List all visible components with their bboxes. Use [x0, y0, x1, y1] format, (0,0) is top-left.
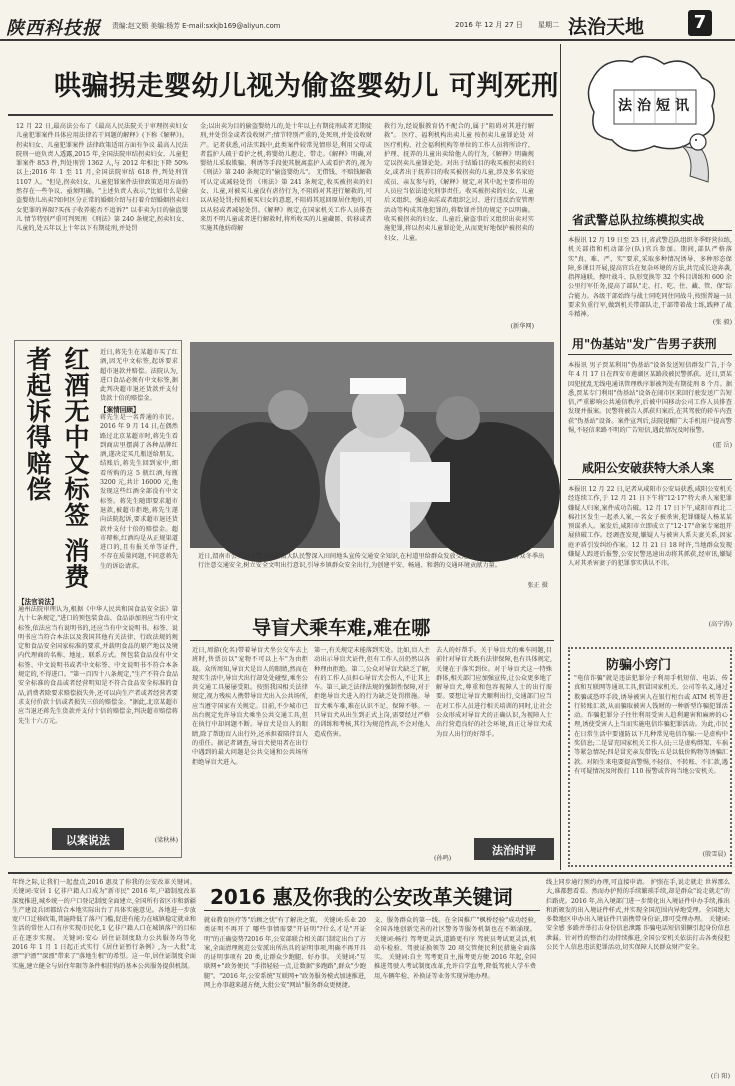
reform-column-1: 年终之际,让我们一起盘点,2016 惠及了你我的公安改革关键词。 关键词:安居 1 亿非户籍人口成为"新市民" 2016 年,户籍制度改革深度推进,城乡统一的户口登记制度全面建立,全国所有省区市和新疆生产建设兵团都结合本地实际出台了具体实施意见。各地进一步放宽户口迁移政策,普遍降低了落户门槛,促进有能力在城镇稳定就业和生活的常住人口有序实现市民化,1 亿非户籍人口在城镇落户的目标正在逐步实现。 关键词:安心 居住证制度助力公共服务均等化 2016 年 1 月 1 日起正式实行《居住证暂行条例》,为一大批"北漂""沪漂""深漂"带来了"落地生根"的希望。这一年,居住证制度全面实施,建立健全与居住年限等条件相挂钩的基本公共服务提供机制。 — [12, 879, 196, 970]
guide-dog-rule — [190, 640, 554, 641]
brief-3-rule — [568, 479, 732, 480]
cartoon-illustration — [584, 50, 726, 190]
brief-3-title: 咸阳公安破获特大杀人案 — [582, 461, 715, 475]
reform-column-4: 线上同步通行预约办理,可直接申请。 护照在手,说走就走 世界那么大,谁都想看看。然而办护照的手续繁琐手续,却是群众"说走就走"的拦路虎。2016 年,出入境部门进一步简化出入境证件申办手续,推出和新颁发的出入境证件样式,并实现全国范围内异地受理。全国绝大多数地区申办出入境证件只需携带身份证,即可受理办理。 关键词:安全感 多路并举打击身份信息泄露 诈骗电话短信猖獗引起身份信息泄漏。针对性的整治行动持续推进,全国公安机关依法打击各类侵犯公民个人信息违法犯罪活动,切实保障人民群众财产安全。 — [546, 879, 730, 952]
reform-column-2: 就业教育医疗等"后顾之忧"有了解决之策。 关键词:乐业 20 类证明不再开了 哪些事情需要"开证明"?什么才是"开证明"的正确姿势?2016 年,公安部联合相关部门制定出台了方案,全面清理规范公安派出所出具的证明事项,明确不再开具的证明事项有 20 类,让群众少跑腿、好办事。 关键词:"互联网+"政务便民 "手指轻轻一点,让数据"多跑路",群众"少跑腿"。"2016 年,公安系统"互联网+"政务服务模式加速推进,网上办事越来越方便,大批公安"网站"服务群众更便捷。 — [204, 917, 366, 990]
lead-column-3: 救行为,经说服教育仍不配合的,属于"阻碍对其进行解救"。 医疗、福利机构出卖儿童 按拐卖儿童罪论处 对医疗机构、社会福利机构等单位的工作人员将所诊疗、护理、抚养的儿童出卖给他人的行为,《解释》明确规定以拐卖儿童罪论处。对出于结婚目的收买被拐卖的妇女,或者出于抚养目的收买被拐卖的儿童,涉及多名家庭成员、亲友参与的,《解释》规定,对其中起主要作用的人员应当依法追究刑事责任。收买被拐卖的妇女、儿童后又组织、强迫卖淫或者组织乞讨、进行违反治安管理活动等构成其他犯罪的,将数罪并罚的规定予以明确。收买被拐卖的妇女、儿童后,偷盗事后又组织出卖对实施犯罪,将以拐卖儿童罪论处,从而更好地保护被拐卖的妇女、儿童。 — [384, 123, 534, 242]
wine-case-vertical-title: 红酒无中文标签 消费者起诉得赔偿 — [23, 346, 90, 590]
guide-dog-byline: (孙鸣) — [434, 855, 452, 862]
editor-info: 责编:赵文锁 美编:杨芳 E-mail:sxkjb169@aliyun.com — [112, 22, 281, 30]
brief-2-text: 本报讯 男子贾某利用"伪基站"设备发送短信群发广告,于今年 4 月 17 日在西安市莲湖区某路段被民警抓获。近日,贾某因犯扰乱无线电通讯管理秩序罪被判处有期徒刑 8 个月。据悉,贾某专门利用"伪基站"设备在闹市区来回行驶发送广告短信,严重影响公共通信秩序,后被中国移动公司工作人员排查发现并报案。民警将被告人抓获归案后,在其驾驶的轿车内查获"伪基站"设备。案件宣判后,法院提醒广大手机用户提高警惕,不轻信来路不明的广告短信,遇此情况及时报警。 — [568, 362, 732, 435]
issue-date: 2016 年 12 月 27 日 — [455, 21, 523, 29]
wine-case-intro: 近日,蒋先生在某超市买了红酒,因无中文标签,起诉要求超市退款并赔偿。法院认为,进口食品必须有中文标签,据此判决超市退还货款并支付货款十倍的赔偿金。 — [100, 349, 178, 403]
page-number: 7 — [693, 12, 707, 33]
reform-column-3: 支、服务群众的第一线。在全国推广"枫桥经验"成功经验,全国各地创新完善的社区警务等服务机制也在不断涌现。 关键词:畅行 驾考更灵活,道路更有序 驾驶员考试更灵活,机动车检验、驾驶证换领等 20 项交管便民利民措施全面落实。 关键词:自主 驾考更自主,报考更方便 2016 年起,全国推进驾驶人考试制度改革,允许自学直考,降低驾驶人学车费用,车辆年检、补换证等业务实现异地办理。 — [374, 917, 536, 980]
brief-2-byline: (霍 岳) — [712, 442, 732, 449]
photo-scene — [190, 342, 554, 548]
brief-3-byline: (高宁涛) — [708, 621, 732, 628]
photo-caption: 近日,渭南市公安局交警支队临渭大队民警深入田间地头宣传交通安全知识,在村道里给群众发放交通安全宣传单,提醒群众冬季出行注意交通安全,树立安全文明出行意识,引导乡镇群众安全出行,为创建平安、畅通、和谐的交通环境贡献力量。 — [198, 553, 545, 570]
wine-case-byline: (梁秋林) — [154, 837, 178, 844]
reform-headline-rule — [204, 910, 540, 911]
bottom-section-rule — [8, 872, 732, 874]
lead-headline: 哄骗拐走婴幼儿视为偷盗婴幼儿 可判死刑 — [54, 71, 559, 102]
legal-comment-tag-label: 法治时评 — [492, 844, 536, 857]
brief-2-title: 用"伪基站"发广告男子获刑 — [572, 337, 717, 351]
fraud-tips-text: "电信诈骗"就是违法犯罪分子利用手机短信、电话、传真和互联网等通讯工具,假冒国家机关、公司等名义,通过欺骗或恐吓手段,诱导被害人在银行柜台或 ATM 机等进行转账汇款,从而骗取被害人钱财的一种新型诈骗犯罪活动。诈骗犯罪分子往往利用受害人趋利避害和麻痹的心理,诱使受害人上当而实施电信诈骗犯罪活动。为此,市民在日常生活中要谨防以下几种常见电信诈骗:一是虚构中奖信息;二是冒充国家机关工作人员;三是虚构绑架、车祸等紧急情况;四是冒充亲友借钱;五是以低价购物等诱骗汇款。对陌生来电要提高警惕,不轻信、不转账、不汇款,遇有可疑情况及时拨打 110 报警或咨询当地公安机关。 — [574, 675, 728, 775]
wine-case-facts: 蒋先生是一名普通的市民。2016 年 9 月 14 日,在偶然路过北京某超市时,蒋先生看到商店里摆满了各种品牌红酒,遂决定买几瓶送给朋友。结账后,蒋先生回到家中,细看所购的这 5 瓶红酒,每瓶 3200 元,共计 16000 元,他发现这些红酒全部没有中文标签。蒋先生随即要求超市退款,被超市拒绝,蒋先生遂向法院起诉,要求超市退还货款并支付十倍的赔偿金。超市辩称,红酒均是从正规渠道进口的,且有报关单等证件,不存在质量问题,不同意蒋先生的诉讼请求。 — [100, 414, 178, 570]
guide-dog-title: 导盲犬乘车难,难在哪 — [252, 617, 431, 639]
traffic-police-photo — [190, 342, 554, 548]
photo-credit: 张正 摄 — [527, 582, 548, 589]
cartoon-sign-text: 法治短讯 — [618, 98, 694, 114]
lead-column-2: 金;以出卖为目的偷盗婴幼儿的,处十年以上有期徒刑或者无期徒刑,并处罚金或者没收财产;情节特别严重的,处死刑,并处没收财产。记者获悉,司法实践中,此类案件较常见情形是,利用父母或者监护人疏于看护之机,将婴幼儿抱走、带走。《解释》明确,对婴幼儿采取欺骗、利诱等手段使其脱离监护人或看护者的,视为《刑法》第 240 条规定的"偷盗婴幼儿"。 无借钱、不赔钱解救 可认定或减轻处罚 《刑法》第 241 条规定,收买被拐卖的妇女、儿童,对被买儿童没有虐待行为,不阻碍对其进行解救的,可以从轻处罚;按照被买妇女的意愿,不阻碍其返回原居住地的,可以从轻或者减轻处罚。《解释》规定,在国家机关工作人员排查来历不明儿童或者进行解救时,将所收买的儿童藏匿、转移或者实施其他妨碍解 — [200, 123, 372, 233]
fraud-tips-byline: (殷雪晨) — [702, 851, 726, 858]
judge-says-text: 通州法院审理认为,根据《中华人民共和国食品安全法》第九十七条规定,"进口的预包装食品、食品添加剂应当有中文标签,依法应当有说明书的,还应当有中文说明书。标签、说明书应当符合本法以及我国其他有关法律、行政法规的规定和食品安全国家标准的要求,并载明食品的原产地以及境内代理商的名称、地址、联系方式。预包装食品没有中文标签、中文说明书或者中文标签、中文说明书不符合本条规定的,不得进口。"第一百四十八条规定,"生产不符合食品安全标准的食品或者经营明知是不符合食品安全标准的食品,消费者除要求赔偿损失外,还可以向生产者或者经营者要求支付价款十倍或者损失三倍的赔偿金。"据此,北京某超市应当退还蒋先生货款并支付十倍的赔偿金,判决超市赔偿蒋先生十六万元。 — [18, 606, 178, 725]
brief-1-title: 省武警总队拉练模拟实战 — [572, 213, 705, 227]
paper-name: 陕西科技报 — [6, 18, 101, 39]
brief-1-rule — [568, 230, 732, 231]
lead-headline-rule — [8, 114, 553, 116]
reform-headline: 2016 惠及你我的公安改革关键词 — [210, 885, 513, 909]
lead-column-1: 12 月 22 日,最高法公布了《最高人民法院关于审理拐卖妇女儿童犯罪案件具体应用法律若干问题的解释》(下称《解释》)。拐卖妇女、儿童犯罪案件 法律政策适用方面有争议 最高人民法院刑一庭负责人透露,2015 年,全国法院审结拐卖妇女、儿童犯罪案件 853 件,判处刑罚 1362 人,与 2012 年相比下降 50%以上;2016 年 1 至 11 月,全国法院审结 618 件,判处刑罚 1107 人。"但是,拐卖妇女、儿童犯罪案件法律政策适用方面仍然存在一些争议、亟须明确。"上述负责人表示,"比如什么是偷盗婴幼儿出卖?如何区分正常的婚姻介绍与打着介绍婚姻拐卖妇女犯罪的界限?买孩子收养能否不追诉?" 以非卖为目的偷盗婴儿 情节特别严重可判死刑 《刑法》第 240 条规定,拐卖妇女、儿童的,处五年以上十年以下有期徒刑,并处罚 — [16, 123, 188, 233]
right-column-divider — [560, 44, 561, 870]
wine-case-heading: 【案情回顾】 — [100, 406, 140, 414]
fraud-tips-title: 防骗小窍门 — [606, 658, 672, 673]
lead-byline: (新华网) — [510, 323, 534, 330]
brief-3-text: 本报讯 12 月 22 日,记者从咸阳市公安局获悉,咸阳公安机关经连续工作,于 12 月 21 日下午将"12·17"特大杀人案犯罪嫌疑人归案,案件成功告破。12 月 17 日下午,咸阳市西北二棉社区发生一起杀人案,一名女子被杀害,犯罪嫌疑人杨某某预谋杀人。案发后,咸阳市立即成立了"12·17"命案专案组开展侦破工作。经调查发现,嫌疑人与被害人系夫妻关系,因家庭矛盾引发纠纷作案。12 月 21 日 18 时许,当地群众发现嫌疑人踪迹后报警,公安民警迅速出动将其抓获,经审讯,嫌疑人对其杀害妻子的犯罪事实供认不讳。 — [568, 486, 732, 568]
guide-dog-column-1: 近日,周游(化名)带着导盲犬坐公交车去上班时,售票员以"宠物不可以上车"为由拒载。众所周知,导盲犬是盲人的眼睛,然而在现实生活中,导盲犬出行却处处碰壁,乘坐公共交通工具屡屡受阻。按照我国相关法律规定,视力残疾人携带导盲犬出入公共场所,应当遵守国家有关规定。目前,不少城市已出台规定允许导盲犬乘坐公共交通工具,但在执行中却问题不断。导盲犬是盲人的眼睛,除了帮助盲人出行外,还承担着陪伴盲人的重任。据记者调查,导盲犬使用者在出行中遇到的最大问题是公共交通和公共场所拒绝导盲犬进入。 — [192, 647, 308, 766]
legal-news-cartoon — [584, 50, 726, 190]
judge-says-heading: 【法官说法】 — [18, 598, 58, 606]
section-title: 法治天地 — [568, 16, 645, 38]
masthead-rule — [0, 39, 735, 41]
brief-1-byline: (张 毅) — [712, 319, 732, 326]
guide-dog-column-3: 去人的好帮手。关于导盲犬的乘车问题,目前针对导盲犬既有法律保障,也有具体规定,关键在于落实到位。对于导盲犬这一特殊群体,相关部门应加强宣传,让公众更多地了解导盲犬,尊重和包容视障人士的出行需要。要想让导盲犬顺利出行,交通部门应当在对工作人员进行相关培训的同时,让社会公众形成对导盲犬的正确认识,为视障人士出行营造良好的社会环境,真正让导盲犬成为盲人出行的好帮手。 — [436, 647, 552, 738]
reform-byline: (白 阳) — [710, 1073, 730, 1080]
guide-dog-column-2: 第一,有关规定未能落到实处。比如,盲人主动出示导盲犬证件,但有工作人员仍然以各种理由拒绝。第二,公众对导盲犬缺乏了解,有的工作人员担心导盲犬会伤人,不让其上车。第三,缺乏法律法规的强制性保障,对于拒绝导盲犬进入的行为缺乏处罚措施。导盲犬乘车难,难在认识不足、保障不够。一只导盲犬从出生到正式上岗,需要经过严格的训练和考核,其行为规范性高,不会对他人造成伤害。 — [314, 647, 430, 738]
brief-2-rule — [568, 354, 732, 355]
brief-1-text: 本报讯 12 月 19 日至 23 日,省武警总队组织冬季野营拉练,机关部指和机动部分(队)官兵参加。期间,部队严格落实"真、难、严、实"要求,采取多种情况诱导、多种形态保障,多课目开展,提高官兵在复杂环境的方法,共完成长途奔袭,指挥通联、搜叶战斗、队形变换等 32 个科目训练和 600 余公里行军任务,提高了部队"走、打、吃、住、藏、管、保"综合能力。各级干部始终与战士同吃同住同战斗,按照普遍一员要求负重行军,做到机关带部队走,干部带着战士练,践释了战斗精神。 — [568, 237, 732, 319]
case-study-tag-label: 以案说法 — [66, 834, 110, 847]
issue-weekday: 星期二 — [538, 21, 559, 29]
